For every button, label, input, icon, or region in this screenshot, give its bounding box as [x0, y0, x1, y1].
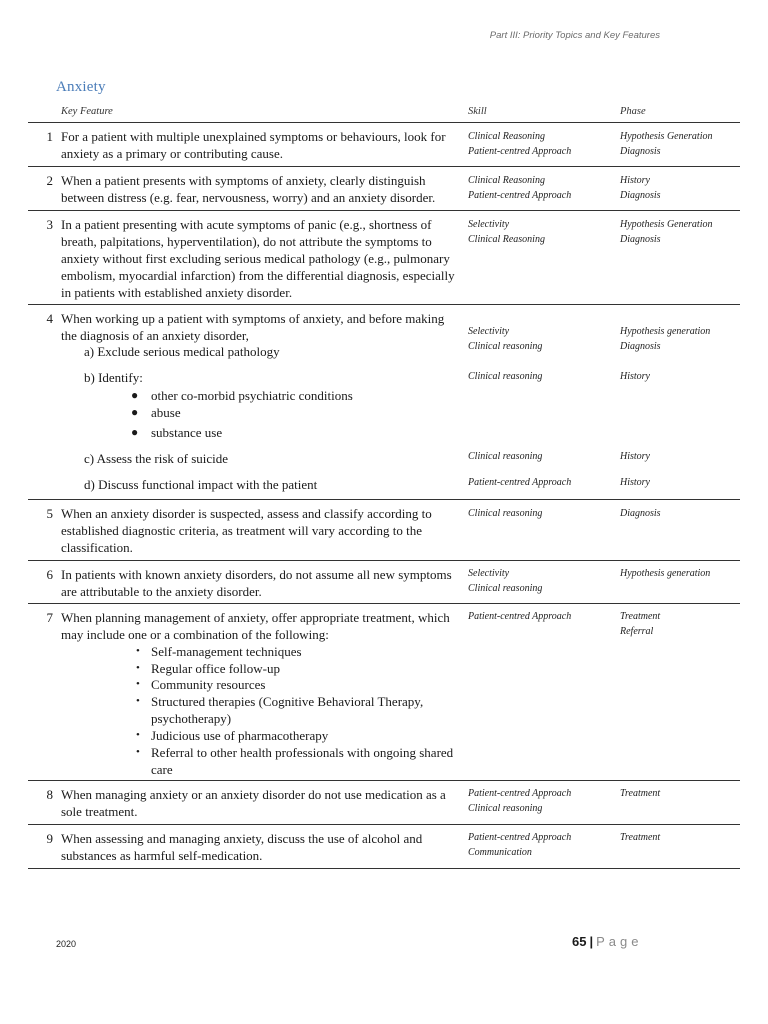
key-feature-text: When working up a patient with symptoms of anxiety, and before making the diagnosis of an anxiety disorder,: [61, 311, 445, 343]
section-title: Anxiety: [56, 79, 106, 95]
phase-label: History: [620, 371, 650, 382]
row-number: 2: [46, 173, 53, 188]
column-header-phase: Phase: [620, 106, 646, 117]
key-feature-text: In a patient presenting with acute symptoms of panic (e.g., shortness of breath, palpitations, hyperventilation), do not attribute the symptoms to anxiety without first excluding serious medical pathology (e.g., pulmonary embolism, myocardial infarction) from the differential diagnosis, especially in patients with established anxiety disorder.: [61, 217, 455, 300]
phase-label: Diagnosis: [620, 146, 661, 157]
skill-label: Clinical reasoning: [468, 341, 543, 352]
phase-label: Diagnosis: [620, 234, 661, 245]
phase-label: Diagnosis: [620, 508, 661, 519]
skill-label: Selectivity: [468, 326, 510, 337]
list-item: • Community resources: [136, 677, 266, 692]
sub-item-a: a) Exclude serious medical pathology: [84, 344, 280, 359]
skill-label: Clinical reasoning: [468, 451, 543, 462]
list-item: • Referral to other health professionals with ongoing shared care: [136, 745, 454, 777]
table-row: [28, 211, 740, 305]
row-number: 1: [46, 129, 53, 144]
table-row: [28, 123, 740, 167]
table-row: [28, 561, 740, 604]
phase-label: Treatment: [620, 832, 661, 843]
skill-label: Patient-centred Approach: [468, 832, 572, 843]
sub-item-d: d) Discuss functional impact with the patient: [84, 477, 318, 492]
phase-label: History: [620, 451, 650, 462]
row-number: 8: [46, 787, 53, 802]
row-number: 4: [46, 311, 53, 326]
table-row: [28, 500, 740, 561]
phase-label: Diagnosis: [620, 190, 661, 201]
sub-item-b: b) Identify:: [84, 370, 143, 385]
phase-label: Hypothesis generation: [620, 326, 711, 337]
page-separator: |: [589, 934, 594, 949]
skill-label: Selectivity: [468, 568, 510, 579]
skill-label: Patient-centred Approach: [468, 146, 572, 157]
list-item: ● abuse: [131, 405, 181, 420]
skill-label: Clinical reasoning: [468, 371, 543, 382]
skill-label: Communication: [468, 847, 532, 858]
row-number: 5: [46, 506, 53, 521]
table-row: [28, 305, 740, 500]
list-item: • Self-management techniques: [136, 644, 302, 659]
skill-label: Clinical Reasoning: [468, 175, 545, 186]
sub-item-c: c) Assess the risk of suicide: [84, 451, 229, 466]
phase-label: Referral: [620, 626, 654, 637]
key-feature-text: When assessing and managing anxiety, discuss the use of alcohol and substances as harmful self-medication.: [61, 831, 423, 863]
table-row: [28, 825, 740, 869]
skill-label: Clinical reasoning: [468, 508, 543, 519]
phase-label: Hypothesis Generation: [620, 219, 713, 230]
phase-label: Treatment: [620, 611, 661, 622]
table-row: [28, 604, 740, 781]
column-header-skill: Skill: [468, 106, 487, 117]
footer-year: 2020: [56, 939, 77, 949]
table-row: [28, 781, 740, 825]
list-item: ● other co-morbid psychiatric conditions: [131, 388, 353, 403]
row-number: 3: [46, 217, 53, 232]
row-number: 9: [46, 831, 53, 846]
skill-label: Patient-centred Approach: [468, 611, 572, 622]
phase-label: History: [620, 477, 650, 488]
skill-label: Clinical Reasoning: [468, 234, 545, 245]
row-number: 7: [46, 610, 53, 625]
list-item: • Regular office follow-up: [136, 661, 280, 676]
list-item: • Judicious use of pharmacotherapy: [136, 728, 329, 743]
page-number-value: 65: [572, 934, 587, 949]
key-feature-text: When a patient presents with symptoms of anxiety, clearly distinguish between distress (e.g. fear, nervousness, worry) and an anxiety disorder.: [61, 173, 436, 205]
column-header-key-feature: Key Feature: [61, 106, 113, 117]
key-feature-text: When managing anxiety or an anxiety disorder do not use medication as a sole treatment.: [61, 787, 446, 819]
skill-label: Clinical reasoning: [468, 583, 543, 594]
skill-label: Clinical reasoning: [468, 803, 543, 814]
running-header: Part III: Priority Topics and Key Features: [489, 30, 660, 41]
list-item: • Structured therapies (Cognitive Behavioral Therapy, psychotherapy): [136, 694, 424, 726]
skill-label: Patient-centred Approach: [468, 477, 572, 488]
key-feature-text: For a patient with multiple unexplained symptoms or behaviours, look for anxiety as a primary or contributing cause.: [61, 129, 446, 161]
table-row: [28, 167, 740, 211]
phase-label: History: [620, 175, 650, 186]
key-feature-text: In patients with known anxiety disorders, do not assume all new symptoms are attributable to the anxiety disorder.: [61, 567, 452, 599]
skill-label: Clinical Reasoning: [468, 131, 545, 142]
key-feature-text: When an anxiety disorder is suspected, assess and classify according to established diagnostic criteria, as treatment will vary according to the classification.: [61, 506, 432, 555]
page-number: [572, 934, 642, 949]
phase-label: Hypothesis Generation: [620, 131, 713, 142]
list-item: ● substance use: [131, 425, 223, 440]
row-number: 6: [46, 567, 53, 582]
phase-label: Hypothesis generation: [620, 568, 711, 579]
skill-label: Selectivity: [468, 219, 510, 230]
skill-label: Patient-centred Approach: [468, 788, 572, 799]
key-feature-text: When planning management of anxiety, offer appropriate treatment, which may include one or a combination of the following:: [61, 610, 450, 642]
key-features-table: [28, 122, 740, 869]
phase-label: Treatment: [620, 788, 661, 799]
skill-label: Patient-centred Approach: [468, 190, 572, 201]
phase-label: Diagnosis: [620, 341, 661, 352]
page-word: Page: [596, 934, 643, 949]
